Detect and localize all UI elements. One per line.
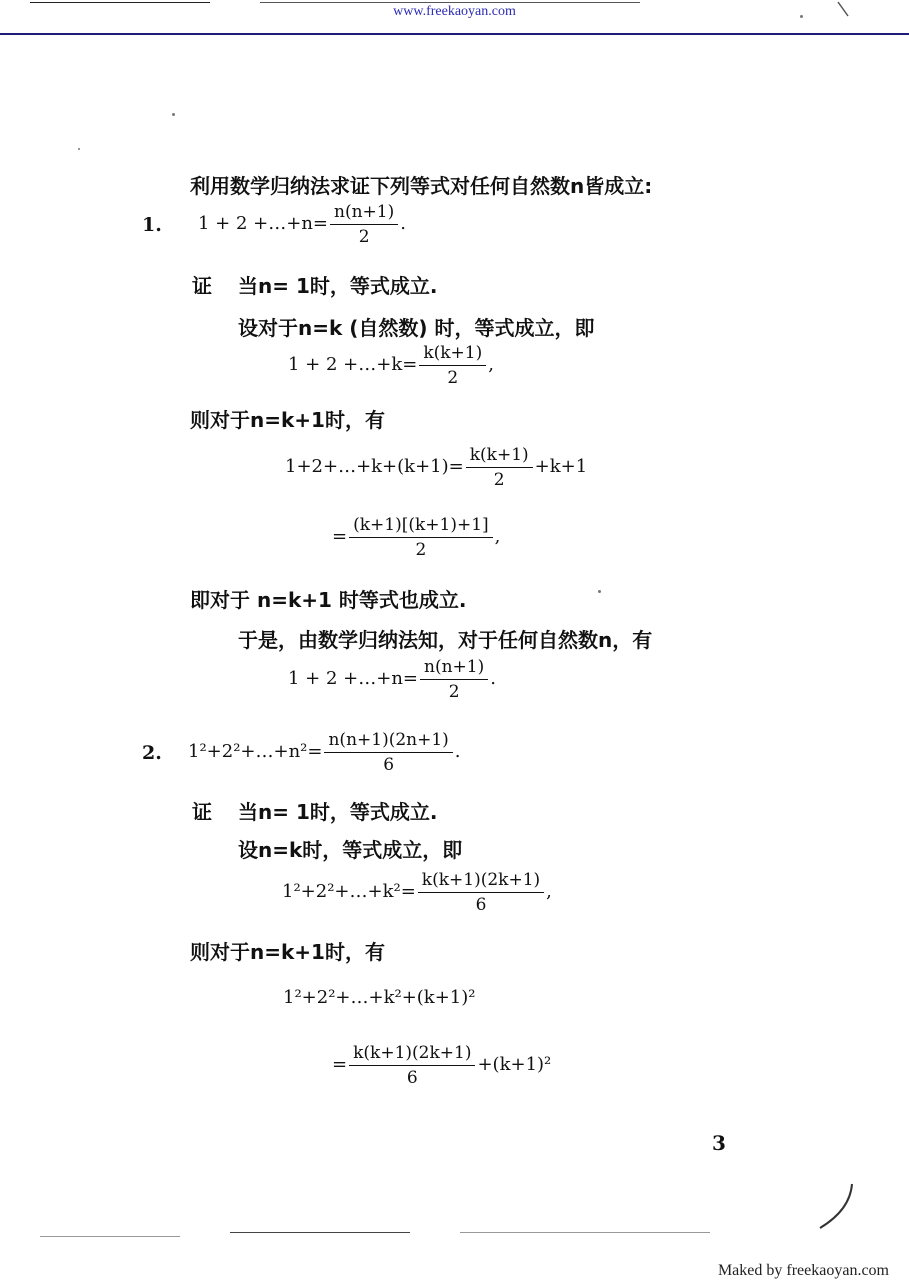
equation-tail: +(k+1)² bbox=[477, 1054, 552, 1075]
header-scan-line bbox=[260, 2, 640, 3]
fraction-numerator: (k+1)[(k+1)+1] bbox=[349, 515, 493, 538]
problem2-step-equation-1 bbox=[283, 987, 476, 1008]
problem1-step-equation-1 bbox=[285, 445, 587, 490]
problem1-lhs: 1 + 2 +…+n= bbox=[198, 213, 328, 234]
scan-line bbox=[230, 1232, 410, 1233]
equation-lhs: 1²+2²+…+k²= bbox=[282, 881, 416, 902]
fraction-denominator: 2 bbox=[415, 540, 427, 560]
problem2-label: 2. bbox=[142, 742, 162, 764]
header-scan-line bbox=[30, 2, 210, 3]
scan-speck bbox=[78, 148, 80, 150]
problem1-step-intro: 则对于n=k+1时，有 bbox=[190, 408, 385, 432]
fraction-denominator: 6 bbox=[383, 755, 395, 775]
proof-mark: 证 bbox=[192, 800, 212, 824]
fraction-numerator: n(n+1) bbox=[330, 202, 398, 225]
equation-tail: . bbox=[490, 668, 496, 689]
step-fraction-2 bbox=[349, 515, 493, 560]
fraction-numerator: k(k+1) bbox=[466, 445, 533, 468]
problem2-fraction bbox=[324, 730, 452, 775]
problem1-label: 1. bbox=[142, 214, 162, 236]
equation-tail: . bbox=[454, 741, 461, 762]
equation-lhs: 1 + 2 +…+k= bbox=[288, 354, 418, 375]
problem1-final-equation bbox=[288, 657, 496, 702]
final-fraction bbox=[420, 657, 488, 702]
header-url[interactable]: www.freekaoyan.com bbox=[393, 4, 516, 19]
fraction-numerator: k(k+1)(2k+1) bbox=[418, 870, 544, 893]
fraction-denominator: 2 bbox=[447, 368, 459, 388]
problem1-fraction bbox=[330, 202, 398, 247]
step-fraction-1 bbox=[466, 445, 533, 490]
equation-lhs: 1 + 2 +…+n= bbox=[288, 668, 418, 689]
scan-mark bbox=[834, 0, 854, 20]
equation-lhs: 1²+2²+…+k²+(k+1)² bbox=[283, 987, 476, 1008]
page-number: 3 bbox=[712, 1131, 726, 1155]
scan-line bbox=[40, 1236, 180, 1237]
fraction-numerator: k(k+1)(2k+1) bbox=[349, 1043, 475, 1066]
scan-line bbox=[460, 1232, 710, 1233]
equation-tail: . bbox=[400, 213, 406, 234]
fraction-denominator: 6 bbox=[475, 895, 487, 915]
fraction-numerator: n(n+1)(2n+1) bbox=[324, 730, 452, 753]
problem2-equation bbox=[188, 730, 461, 775]
problem1-final-text: 于是，由数学归纳法知，对于任何自然数n，有 bbox=[238, 628, 653, 652]
equation-tail: , bbox=[494, 526, 501, 547]
problem1-step-equation-2 bbox=[332, 515, 500, 560]
equation-tail: , bbox=[546, 881, 552, 902]
scan-speck bbox=[800, 15, 803, 18]
scan-speck bbox=[598, 590, 601, 593]
problem2-hypothesis: 设n=k时，等式成立，即 bbox=[238, 838, 463, 862]
intro-text: 利用数学归纳法求证下列等式对任何自然数n皆成立: bbox=[190, 174, 653, 198]
equation-lhs: 1+2+…+k+(k+1)= bbox=[285, 456, 464, 477]
equation-lhs: = bbox=[332, 526, 348, 547]
fraction-numerator: k(k+1) bbox=[419, 343, 486, 366]
problem2-hypothesis-equation bbox=[282, 870, 552, 915]
scan-speck bbox=[172, 113, 175, 116]
problem1-equation bbox=[198, 202, 406, 247]
problem1-base-case: 当n= 1时，等式成立. bbox=[238, 274, 438, 298]
problem1-hypothesis: 设对于n=k (自然数) 时，等式成立，即 bbox=[238, 316, 595, 340]
fraction-denominator: 2 bbox=[448, 682, 460, 702]
step-fraction-2 bbox=[349, 1043, 475, 1088]
problem2-base-case: 当n= 1时，等式成立. bbox=[238, 800, 438, 824]
hypothesis-fraction bbox=[418, 870, 544, 915]
fraction-numerator: n(n+1) bbox=[420, 657, 488, 680]
problem2-step-equation-2 bbox=[332, 1043, 551, 1088]
equation-tail: +k+1 bbox=[534, 456, 588, 477]
header-rule bbox=[0, 33, 909, 35]
equation-lhs: = bbox=[332, 1054, 348, 1075]
fraction-denominator: 2 bbox=[493, 470, 505, 490]
problem2-lhs: 1²+2²+…+n²= bbox=[188, 741, 323, 762]
hypothesis-fraction bbox=[419, 343, 486, 388]
problem2-step-intro: 则对于n=k+1时，有 bbox=[190, 940, 385, 964]
problem1-hypothesis-equation bbox=[288, 343, 494, 388]
footer-credit[interactable]: Maked by freekaoyan.com bbox=[717, 1262, 889, 1279]
proof-mark: 证 bbox=[192, 274, 212, 298]
fraction-denominator: 6 bbox=[406, 1068, 418, 1088]
scan-mark bbox=[800, 1180, 860, 1240]
problem1-step-conclusion: 即对于 n=k+1 时等式也成立. bbox=[190, 588, 467, 612]
equation-tail: , bbox=[488, 354, 494, 375]
fraction-denominator: 2 bbox=[358, 227, 370, 247]
